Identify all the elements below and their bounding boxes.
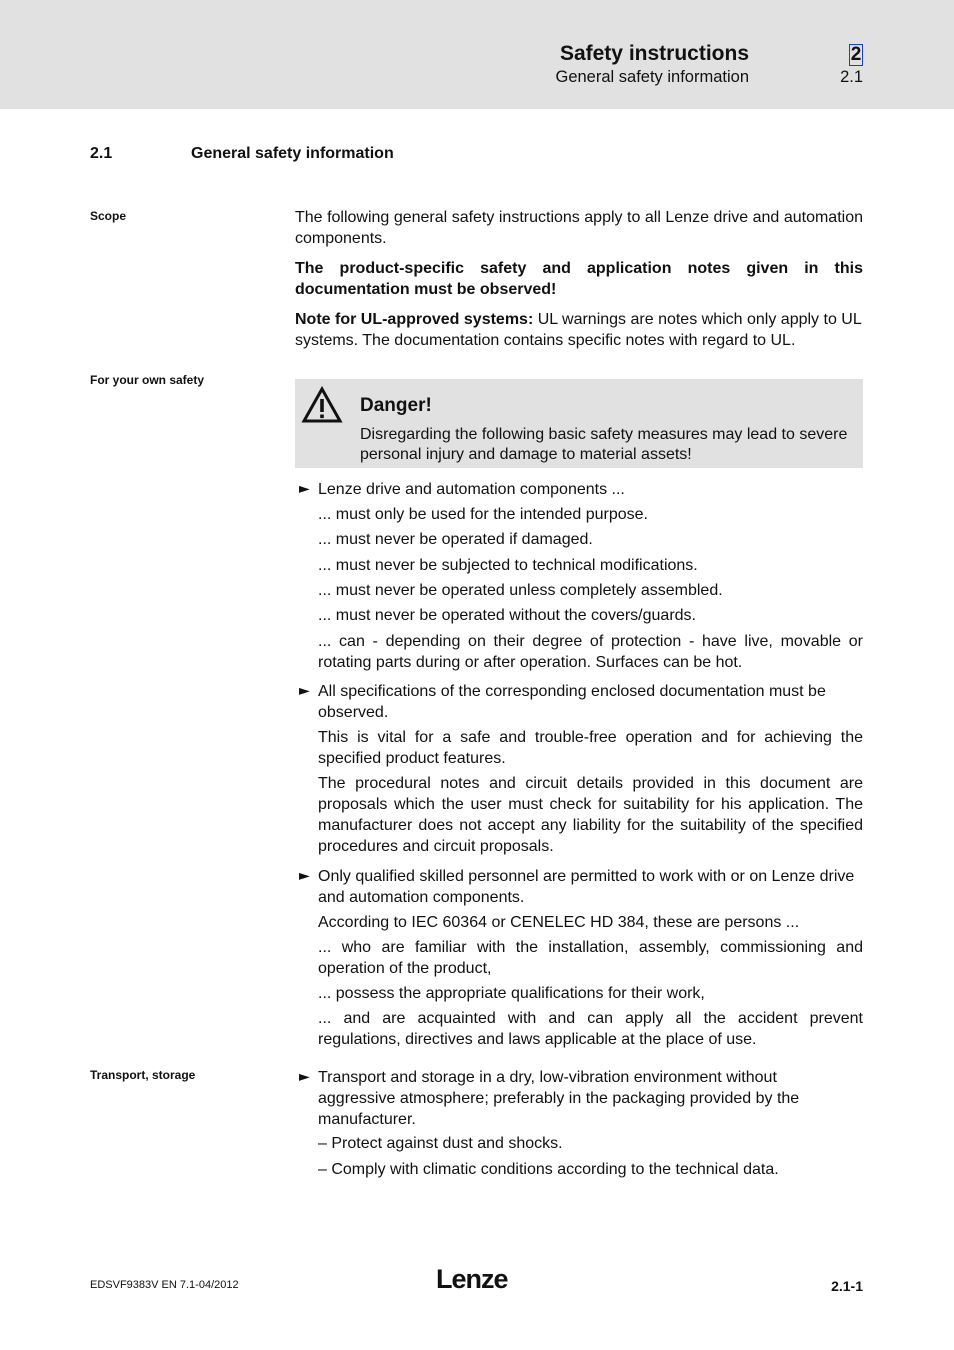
- chapter-number-link[interactable]: 2: [850, 44, 862, 65]
- bullet-1-text: Lenze drive and automation components ...: [318, 481, 625, 498]
- danger-title: Danger!: [360, 395, 432, 416]
- bullet-3-text: Only qualified skilled personnel are permitted to work with or on Lenze drive and automation components.: [318, 868, 855, 906]
- bullet-1-item: ... must never be operated without the covers/guards.: [318, 607, 696, 624]
- lenze-logo: Lenze: [436, 1264, 508, 1294]
- bullet-arrow-icon: ►: [299, 868, 310, 884]
- scope-paragraph-1: The following general safety instructions apply to all Lenze drive and automation components.: [295, 209, 863, 247]
- section-heading-number: 2.1: [90, 145, 113, 162]
- page-header: [0, 0, 954, 109]
- warning-triangle-icon: [301, 386, 343, 428]
- ul-note-text: UL warnings are notes which only apply to UL systems. The documentation contains specific notes with regard to UL.: [295, 311, 862, 349]
- bullet-2-text: All specifications of the corresponding enclosed documentation must be observed.: [318, 683, 826, 721]
- transport-label: Transport, storage: [90, 1068, 196, 1082]
- transport-text: Transport and storage in a dry, low-vibration environment without aggressive atmosphere; preferably in the packaging provided by the manufacturer.: [318, 1069, 800, 1128]
- danger-box: [295, 379, 863, 468]
- transport-item: – Protect against dust and shocks.: [318, 1135, 563, 1152]
- own-safety-label: For your own safety: [90, 373, 205, 387]
- bullet-1-item: ... can - depending on their degree of protection - have live, movable or rotating parts during or after operation. Surfaces can be hot.: [318, 633, 863, 671]
- section-number: 2.1: [840, 68, 863, 86]
- bullet-1-item: ... must only be used for the intended purpose.: [318, 506, 648, 523]
- transport-item: – Comply with climatic conditions according to the technical data.: [318, 1161, 779, 1178]
- bullet-arrow-icon: ►: [299, 683, 310, 699]
- footer-page-number: 2.1-1: [831, 1278, 863, 1294]
- bullet-arrow-icon: ►: [299, 1069, 310, 1085]
- bullet-1-item: ... must never be operated unless completely assembled.: [318, 582, 723, 599]
- ul-note-label: Note for UL-approved systems:: [295, 311, 534, 328]
- bullet-3-item: ... and are acquainted with and can apply all the accident prevent regulations, directives and laws applicable at the place of use.: [318, 1010, 863, 1048]
- bullet-3-item: According to IEC 60364 or CENELEC HD 384, these are persons ...: [318, 914, 800, 931]
- header-subtitle: General safety information: [555, 68, 749, 86]
- bullet-1-item: ... must never be subjected to technical modifications.: [318, 557, 698, 574]
- bullet-arrow-icon: ►: [299, 481, 310, 497]
- bullet-3-item: ... who are familiar with the installation, assembly, commissioning and operation of the product,: [318, 939, 863, 977]
- scope-paragraph-3: [295, 309, 863, 351]
- bullet-3-item: ... possess the appropriate qualifications for their work,: [318, 985, 705, 1002]
- danger-text: Disregarding the following basic safety measures may lead to severe personal injury and damage to material assets!: [360, 426, 848, 463]
- footer-document-id: EDSVF9383V EN 7.1-04/2012: [90, 1279, 239, 1291]
- header-title: Safety instructions: [559, 42, 749, 65]
- scope-label: Scope: [90, 209, 127, 223]
- bullet-2-item: This is vital for a safe and trouble-free operation and for achieving the specified product features.: [318, 729, 863, 767]
- bullet-2-item: The procedural notes and circuit details provided in this document are proposals which the user must check for suitability for his application. The manufacturer does not accept any liability for the suitability of the specified procedures and circuit proposals.: [318, 775, 863, 855]
- scope-paragraph-2: The product-specific safety and application notes given in this documentation must be observed!: [295, 260, 863, 298]
- section-heading-title: General safety information: [191, 145, 394, 162]
- bullet-1-item: ... must never be operated if damaged.: [318, 531, 593, 548]
